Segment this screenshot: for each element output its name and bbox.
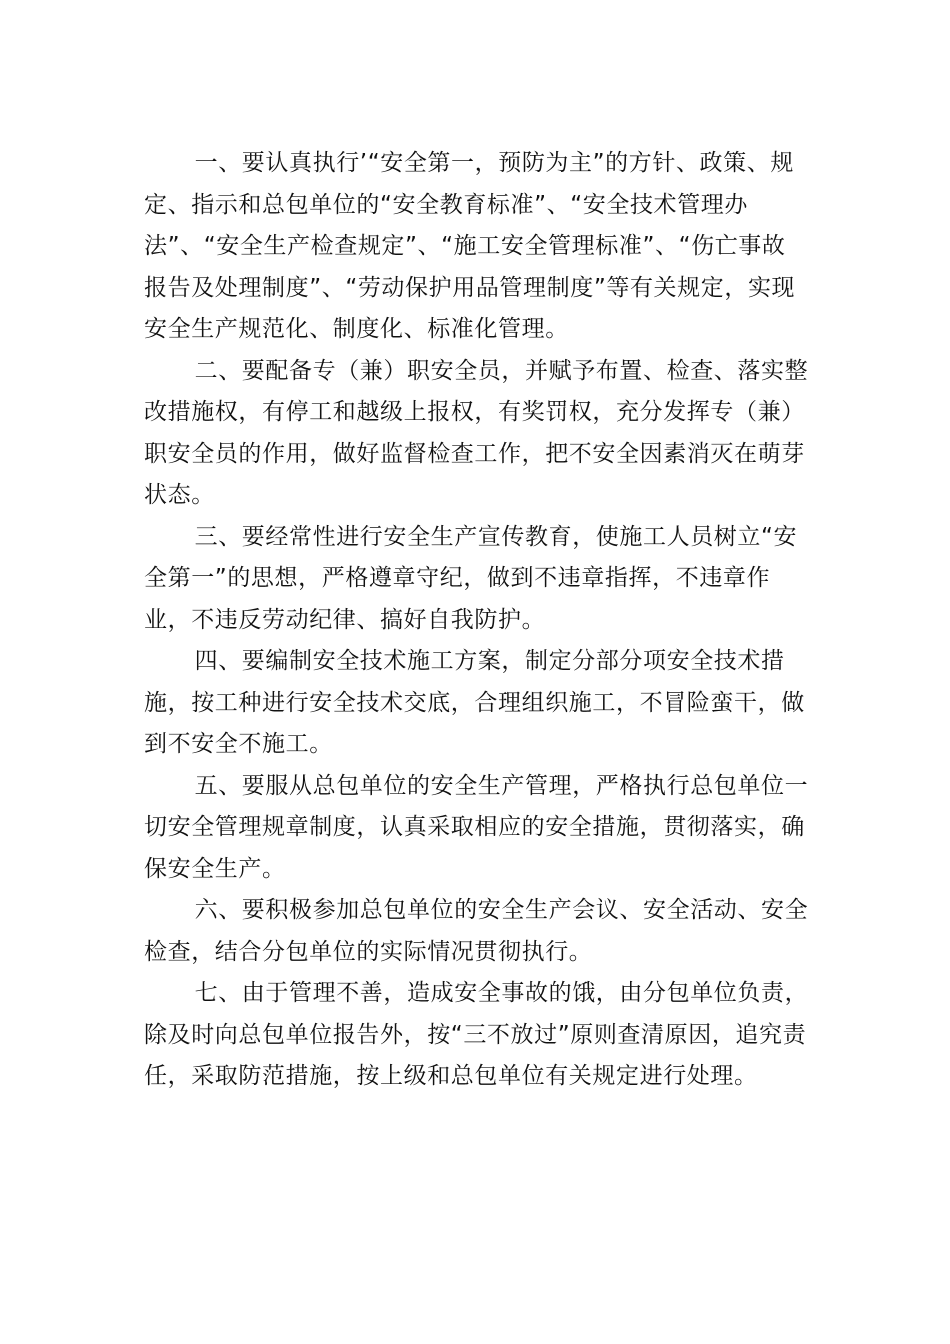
paragraph-3: 三、要经常性进行安全生产宣传教育，使施工人员树立“安全第一”的思想，严格遵章守纪，做到不违章指挥，不违章作业，不违反劳动纪律、搞好自我防护。 [144,523,798,633]
paragraph-6: 六、要积极参加总包单位的安全生产会议、安全活动、安全检查，结合分包单位的实际情况贯彻执行。 [144,897,809,965]
paragraph-4: 四、要编制安全技术施工方案，制定分部分项安全技术措施，按工种进行安全技术交底，合理组织施工，不冒险蛮干，做到不安全不施工。 [144,648,805,757]
document-body [144,143,809,1098]
paragraph-1: 一、要认真执行’“安全第一，预防为主”的方针、政策、规定、指示和总包单位的“安全教育标准”、“安全技术管理办法”、“安全生产检查规定”、“施工安全管理标准”、“伤亡事故报告及处理制度”、“劳动保护用品管理制度”等有关规定，实现安全生产规范化、制度化、标准化管理。 [144,150,796,342]
paragraph-7: 七、由于管理不善，造成安全事故的饿，由分包单位负责，除及时向总包单位报告外，按“三不放过”原则查清原因，追究责任，采取防范措施，按上级和总包单位有关规定进行处理。 [144,980,809,1089]
paragraph-2: 二、要配备专（兼）职安全员，并赋予布置、检查、落实整改措施权，有停工和越级上报权，有奖罚权，充分发挥专（兼）职安全员的作用，做好监督检查工作，把不安全因素消灭在萌芽状态。 [144,357,809,508]
paragraph-5: 五、要服从总包单位的安全生产管理，严格执行总包单位一切安全管理规章制度，认真采取相应的安全措施，贯彻落实，确保安全生产。 [144,772,809,882]
